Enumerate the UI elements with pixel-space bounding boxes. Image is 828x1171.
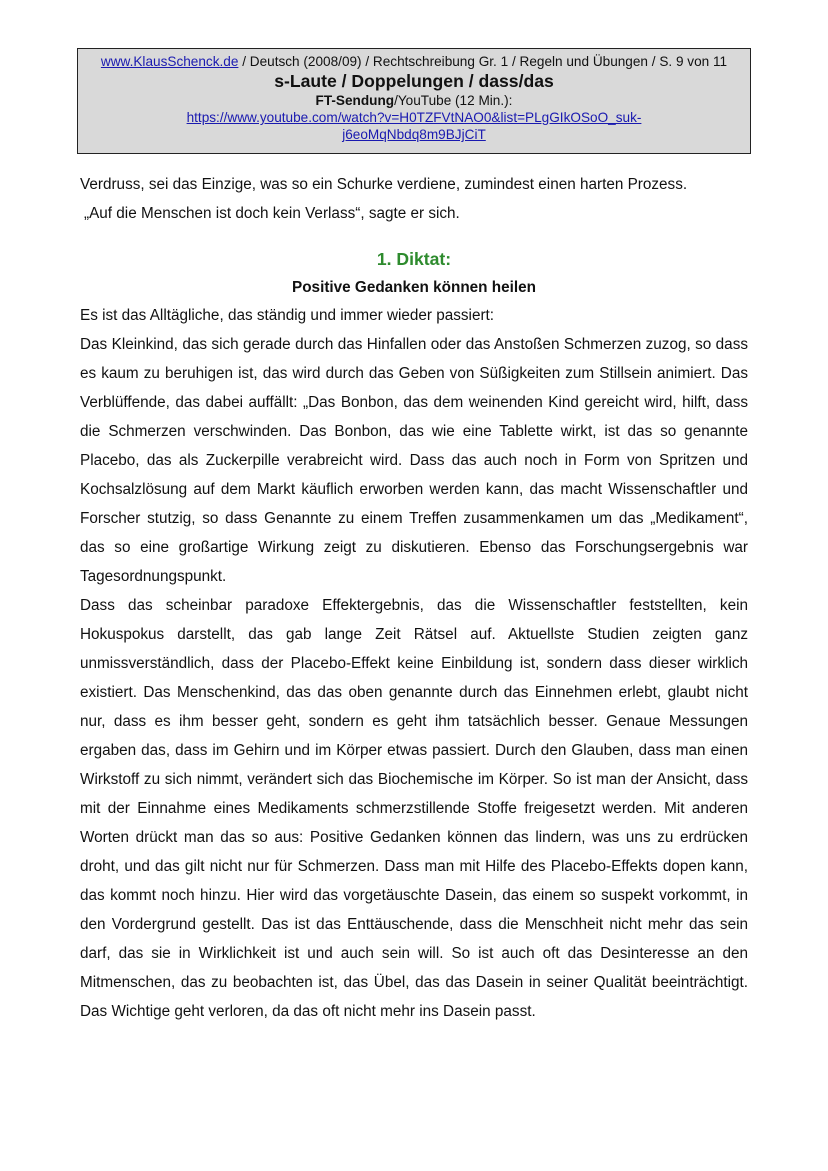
header-box (77, 48, 751, 154)
intro-line-2: „Auf die Menschen ist doch kein Verlass“, sagte er sich. (84, 205, 460, 222)
youtube-link[interactable] (78, 109, 750, 143)
intro-line-1: Verdruss, sei das Einzige, was so ein Schurke verdiene, zumindest einen harten Prozess. (80, 176, 688, 193)
youtube-url-line-1[interactable]: https://www.youtube.com/watch?v=H0TZFVtNAO0&list=PLgGIkOSoO_suk- (186, 110, 642, 125)
section-heading: 1. Diktat: (376, 249, 452, 269)
paragraph: Es ist das Alltägliche, das ständig und immer wieder passiert: (80, 307, 495, 324)
youtube-url-line-2[interactable]: j6eoMqNbdq8m9BJjCiT (342, 127, 486, 142)
ft-rest: /YouTube (12 Min.): (394, 93, 513, 108)
document-body (80, 170, 748, 1026)
header-breadcrumb-line (78, 53, 750, 70)
paragraph: Dass das scheinbar paradoxe Effektergebnis, das die Wissenschaftler feststellten, kein Hokuspokus darstellt, das gab lange Zeit Rätsel auf. Aktuellste Studien zeigten ganz unmissverständlich, dass der Placebo-Effekt keine Einbildung ist, sondern dass dieser wirklich existiert. Das Menschenkind, das das oben genannte durch das Einnehmen erlebt, glaubt nicht nur, dass es ihm besser geht, sondern es geht ihm tatsächlich besser. Genaue Messungen ergaben das, dass im Gehirn und im Körper etwas passiert. Durch den Glauben, dass man einen Wirkstoff zu sich nimmt, verändert sich das Biochemische im Körper. So ist man der Ansicht, dass mit der Einnahme eines Medikaments schmerzstillende Stoffe freigesetzt werden. Mit anderen Worten drückt man das so aus: Positive Gedanken können das lindern, was uns zu erdrücken droht, und das gilt nicht nur für Schmerzen. Dass man mit Hilfe des Placebo-Effekts dopen kann, das kommt noch hinzu. Hier wird das vorgetäuschte Dasein, das einem so suspekt vorkommt, in den Vordergrund gestellt. Das ist das Enttäuschende, dass die Menschheit nicht mehr das sein darf, das sie in Wirklichkeit ist und auch sein will. So ist auch oft das Desinteresse an den Mitmenschen, das zu beobachten ist, das Übel, das das Dasein in seiner Qualität beeinträchtigt. Das Wichtige geht verloren, da das oft nicht mehr ins Dasein passt. (80, 597, 748, 1020)
paragraph: Das Kleinkind, das sich gerade durch das Hinfallen oder das Anstoßen Schmerzen zuzog, so dass es kaum zu beruhigen ist, das wird durch das Geben von Süßigkeiten zum Stillsein animiert. Das Verblüffende, das dabei auffällt: „Das Bonbon, das dem weinenden Kind gereicht wird, hilft, dass die Schmerzen verschwinden. Das Bonbon, das wie eine Tablette wirkt, ist das so genannte Placebo, das als Zuckerpille verabreicht wird. Dass das auch noch in Form von Spritzen und Kochsalzlösung auf dem Markt käuflich erworben werden kann, das macht Wissenschaftler und Forscher stutzig, so dass Genannte zu einem Treffen zusammenkamen um das „Medikament“, das so eine großartige Wirkung zeigt zu diskutieren. Ebenso das Forschungsergebnis war Tagesordnungspunkt. (80, 336, 748, 585)
page-title: s-Laute / Doppelungen / dass/das (274, 71, 554, 91)
ft-line (78, 92, 750, 109)
site-link[interactable]: www.KlausSchenck.de (100, 54, 239, 69)
ft-label: FT-Sendung (315, 93, 395, 108)
section-subheading: Positive Gedanken können heilen (292, 279, 536, 296)
breadcrumb: / Deutsch (2008/09) / Rechtschreibung Gr. 1 / Regeln und Übungen / S. 9 von 11 (238, 54, 728, 69)
